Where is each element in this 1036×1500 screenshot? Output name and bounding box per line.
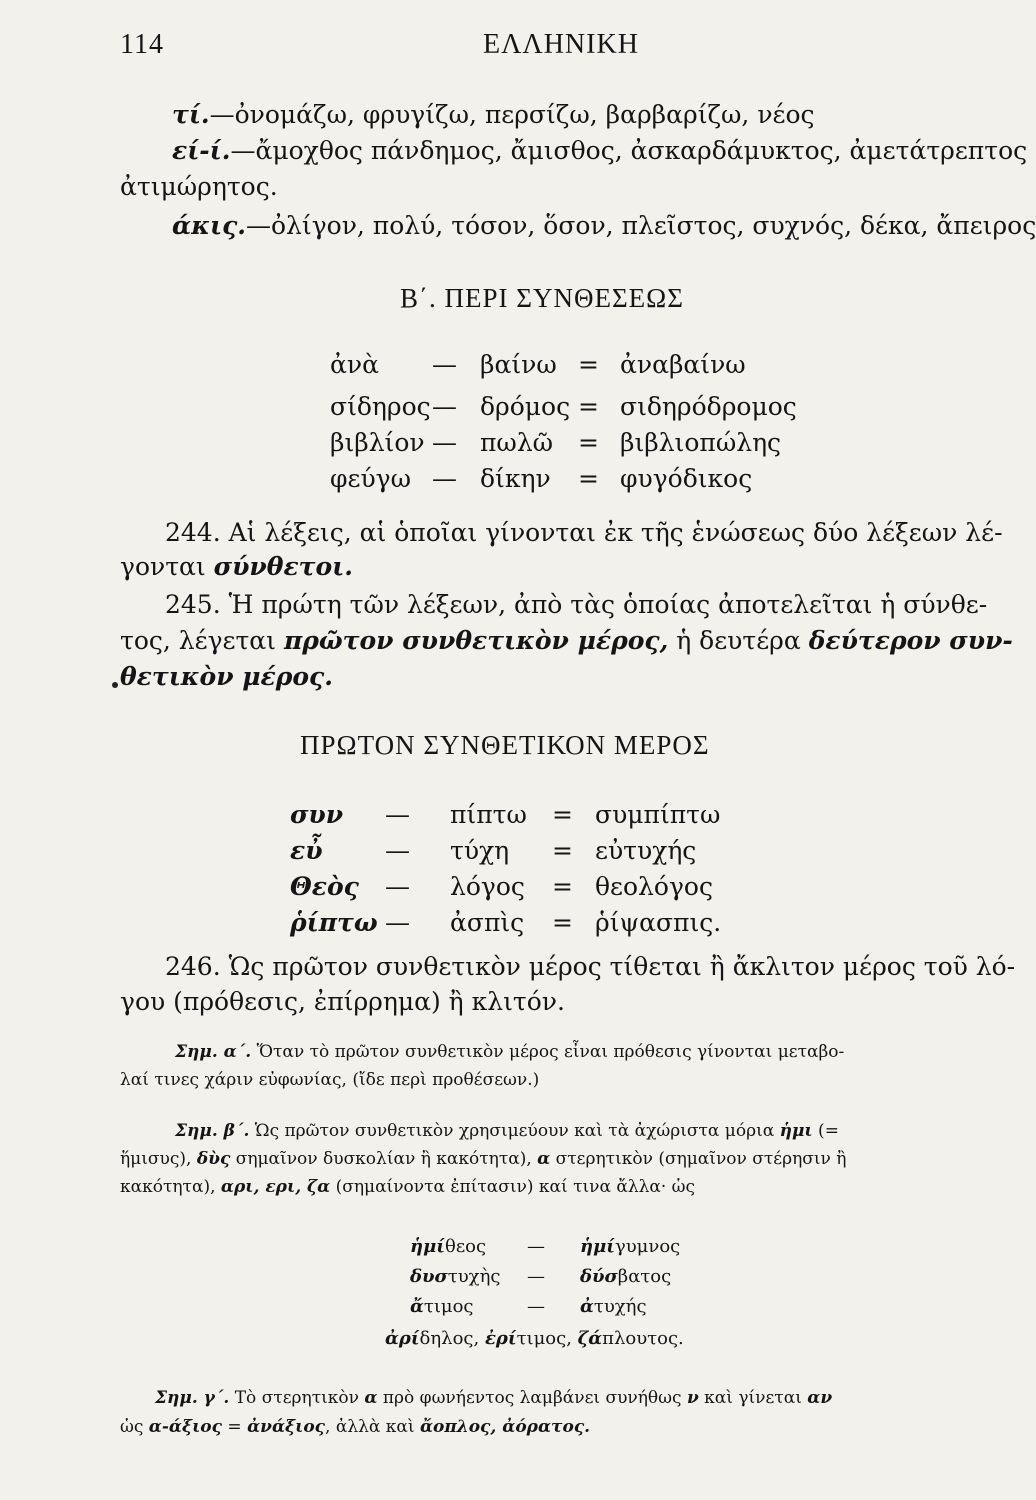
table-cell-a: εὖ bbox=[290, 836, 323, 865]
table-cell-a: ἀνὰ bbox=[330, 350, 379, 379]
page-number: 114 bbox=[120, 29, 164, 60]
note-label: Σημ. γ΄. bbox=[155, 1388, 230, 1408]
table-equals: = bbox=[552, 908, 573, 937]
note-label: Σημ. α΄. bbox=[175, 1042, 252, 1062]
example-cell-a bbox=[410, 1294, 474, 1320]
table-cell-b: ἀσπὶς bbox=[450, 908, 525, 937]
table-cell-a: συν bbox=[290, 800, 344, 829]
prefix-bold: ζά bbox=[577, 1328, 603, 1349]
suffix-label: εί-ί. bbox=[172, 136, 231, 165]
intro-text: —ὀλίγον, πολύ, τόσον, ὅσον, πλεῖστος, συχνός, δέκα, ἄπειρος bbox=[246, 211, 1036, 240]
text: θεος bbox=[444, 1236, 487, 1257]
example-cell-b bbox=[580, 1294, 647, 1320]
paragraph-244-line-1: 244. Αἱ λέξεις, αἱ ὁποῖαι γίνονται ἐκ τῆς ἑνώσεως δύο λέξεων λέ- bbox=[165, 518, 1003, 547]
table-equals: = bbox=[552, 872, 573, 901]
section-heading-first-component: ΠΡΩΤΟΝ ΣΥΝΘΕΤΙΚΟΝ ΜΕΡΟΣ bbox=[300, 730, 710, 760]
table-cell-b: πίπτω bbox=[450, 800, 527, 829]
table-dash: — bbox=[385, 800, 410, 829]
term-bold: ν bbox=[686, 1388, 699, 1408]
term-bold: ἡμι bbox=[779, 1121, 813, 1141]
note-a-line-1 bbox=[175, 1040, 844, 1064]
text: Τὸ στερητικὸν bbox=[229, 1388, 365, 1408]
text: , ἀλλὰ καὶ bbox=[325, 1417, 420, 1437]
note-c-line-1 bbox=[155, 1386, 832, 1410]
term-bold: πρῶτον συνθετικὸν μέρος, bbox=[283, 626, 669, 655]
table-cell-a: ῥίπτω bbox=[290, 908, 378, 937]
example-cell-b bbox=[580, 1234, 680, 1260]
prefix-bold: ἄ bbox=[410, 1296, 424, 1317]
text: τιμος bbox=[423, 1296, 474, 1317]
margin-dot bbox=[112, 682, 118, 688]
table-dash: — bbox=[432, 464, 457, 493]
text: τυχής bbox=[593, 1296, 647, 1317]
table-cell-a: σίδηρος bbox=[330, 392, 431, 421]
term-bold: α bbox=[537, 1149, 551, 1169]
example-dash: — bbox=[527, 1266, 545, 1287]
example-dash: — bbox=[527, 1296, 545, 1317]
term-bold: α bbox=[364, 1388, 378, 1408]
note-label: Σημ. β΄. bbox=[175, 1121, 250, 1141]
table-cell-c: βιβλιοπώλης bbox=[620, 428, 782, 457]
table-equals: = bbox=[578, 392, 599, 421]
text: πρὸ φωνήεντος λαμβάνει συνήθως bbox=[377, 1388, 687, 1408]
intro-text: ἀτιμώρητος. bbox=[120, 172, 278, 201]
example-last-line bbox=[385, 1326, 684, 1352]
paragraph-245-line-2 bbox=[120, 626, 1013, 656]
table-cell-b: λόγος bbox=[450, 872, 525, 901]
table-dash: — bbox=[432, 350, 457, 379]
text: σημαῖνον δυσκολίαν ἢ κακότητα), bbox=[230, 1149, 538, 1169]
note-b-line-1 bbox=[175, 1119, 839, 1143]
term-bold: δὺς bbox=[196, 1149, 231, 1169]
intro-text: —ὀνομάζω, φρυγίζω, περσίζω, βαρβαρίζω, νέος bbox=[209, 100, 815, 129]
running-title: ΕΛΛΗΝΙΚΗ bbox=[483, 29, 639, 60]
table-cell-c: συμπίπτω bbox=[595, 800, 721, 829]
table-cell-c: φυγόδικος bbox=[620, 464, 753, 493]
text: δηλος, bbox=[419, 1328, 485, 1349]
prefix-bold: ἀρί bbox=[385, 1328, 420, 1349]
text: ἥμισυς), bbox=[120, 1149, 197, 1169]
table-cell-c: σιδηρόδρομος bbox=[620, 392, 797, 421]
term-bold: σύνθετοι. bbox=[213, 552, 353, 581]
note-c-line-2 bbox=[120, 1415, 590, 1439]
table-cell-c: θεολόγος bbox=[595, 872, 713, 901]
intro-line-4 bbox=[172, 211, 1036, 241]
term-bold: ἄοπλος, ἀόρατος. bbox=[419, 1417, 591, 1437]
text: καὶ γίνεται bbox=[698, 1388, 808, 1408]
text: τος, λέγεται bbox=[120, 626, 284, 655]
intro-text: —ἄμοχθος πάνδημος, ἄμισθος, ἀσκαρδάμυκτος, ἀμετάτρεπτος bbox=[230, 136, 1028, 165]
text: τιμος, bbox=[516, 1328, 578, 1349]
paragraph-244-line-2 bbox=[120, 552, 353, 582]
text: στερητικὸν (σημαῖνον στέρησιν ἢ bbox=[550, 1149, 847, 1169]
intro-line-2 bbox=[172, 136, 1027, 166]
table-cell-b: τύχη bbox=[450, 836, 510, 865]
table-dash: — bbox=[385, 836, 410, 865]
table-dash: — bbox=[432, 392, 457, 421]
table-equals: = bbox=[552, 836, 573, 865]
text: κακότητα), bbox=[120, 1177, 221, 1197]
text: πλουτος. bbox=[602, 1328, 684, 1349]
intro-line-3 bbox=[120, 172, 278, 202]
text: ὡς bbox=[120, 1417, 149, 1437]
table-cell-b: δίκην bbox=[480, 464, 551, 493]
note-b-line-3 bbox=[120, 1175, 695, 1199]
prefix-bold: δυσ bbox=[410, 1266, 448, 1287]
term-bold: δεύτερον συν- bbox=[808, 626, 1013, 655]
table-cell-a: βιβλίον bbox=[330, 428, 425, 457]
prefix-bold: δύσ bbox=[580, 1266, 618, 1287]
section-heading-composition: Β΄. ΠΕΡΙ ΣΥΝΘΕΣΕΩΣ bbox=[400, 283, 684, 313]
example-dash: — bbox=[527, 1236, 545, 1257]
table-cell-a: Θεὸς bbox=[290, 872, 359, 901]
term-bold: ἀνάξιος bbox=[247, 1417, 326, 1437]
example-cell-a bbox=[410, 1264, 500, 1290]
table-cell-a: φεύγω bbox=[330, 464, 411, 493]
table-dash: — bbox=[385, 872, 410, 901]
prefix-bold: ἐρί bbox=[484, 1328, 517, 1349]
term-bold: αρι, ερι, ζα bbox=[220, 1177, 331, 1197]
example-cell-b bbox=[580, 1264, 671, 1290]
prefix-bold: ἡμί bbox=[580, 1236, 615, 1257]
table-equals: = bbox=[578, 350, 599, 379]
text: Ὅταν τὸ πρῶτον συνθετικὸν μέρος εἶναι πρόθεσις γίνονται μεταβο- bbox=[251, 1042, 845, 1062]
example-cell-a bbox=[410, 1234, 486, 1260]
paragraph-245-line-1: 245. Ἡ πρώτη τῶν λέξεων, ἀπὸ τὰς ὁποίας ἀποτελεῖται ἡ σύνθε- bbox=[165, 590, 988, 619]
table-dash: — bbox=[432, 428, 457, 457]
text: (= bbox=[812, 1121, 839, 1141]
text: γονται bbox=[120, 552, 214, 581]
table-equals: = bbox=[578, 428, 599, 457]
suffix-label: τί. bbox=[172, 100, 210, 129]
table-cell-b: βαίνω bbox=[480, 350, 557, 379]
table-dash: — bbox=[385, 908, 410, 937]
text: = bbox=[222, 1417, 248, 1437]
table-cell-b: πωλῶ bbox=[480, 428, 554, 457]
prefix-bold: ἀ bbox=[580, 1296, 594, 1317]
term-bold: θετικὸν μέρος. bbox=[120, 662, 333, 691]
text: ἡ δευτέρα bbox=[668, 626, 809, 655]
table-equals: = bbox=[552, 800, 573, 829]
note-b-line-2 bbox=[120, 1147, 846, 1171]
term-bold: αν bbox=[807, 1388, 833, 1408]
prefix-bold: ἡμί bbox=[410, 1236, 445, 1257]
table-cell-c: εὐτυχής bbox=[595, 836, 697, 865]
term-bold: α-άξιος bbox=[148, 1417, 223, 1437]
note-a-line-2: λαί τινες χάριν εὐφωνίας, (ἴδε περὶ προθέσεων.) bbox=[120, 1070, 540, 1090]
paragraph-245-line-3 bbox=[120, 662, 333, 692]
text: (σημαίνοντα ἐπίτασιν) καί τινα ἄλλα· ὡς bbox=[330, 1177, 696, 1197]
table-equals: = bbox=[578, 464, 599, 493]
text: γυμνος bbox=[614, 1236, 681, 1257]
table-cell-b: δρόμος bbox=[480, 392, 571, 421]
paragraph-246-line-2: γου (πρόθεσις, ἐπίρρημα) ἢ κλιτόν. bbox=[120, 987, 565, 1016]
paragraph-246-line-1: 246. Ὡς πρῶτον συνθετικὸν μέρος τίθεται ἢ ἄκλιτον μέρος τοῦ λό- bbox=[165, 952, 1016, 981]
text: βατος bbox=[617, 1266, 672, 1287]
intro-line-1 bbox=[172, 100, 815, 130]
suffix-label: άκις. bbox=[172, 211, 246, 240]
text: τυχὴς bbox=[447, 1266, 501, 1287]
table-cell-c: ἀναβαίνω bbox=[620, 350, 746, 379]
text: Ὡς πρῶτον συνθετικὸν χρησιμεύουν καὶ τὰ ἀχώριστα μόρια bbox=[249, 1121, 780, 1141]
table-cell-c: ῥίψασπις. bbox=[595, 908, 722, 937]
